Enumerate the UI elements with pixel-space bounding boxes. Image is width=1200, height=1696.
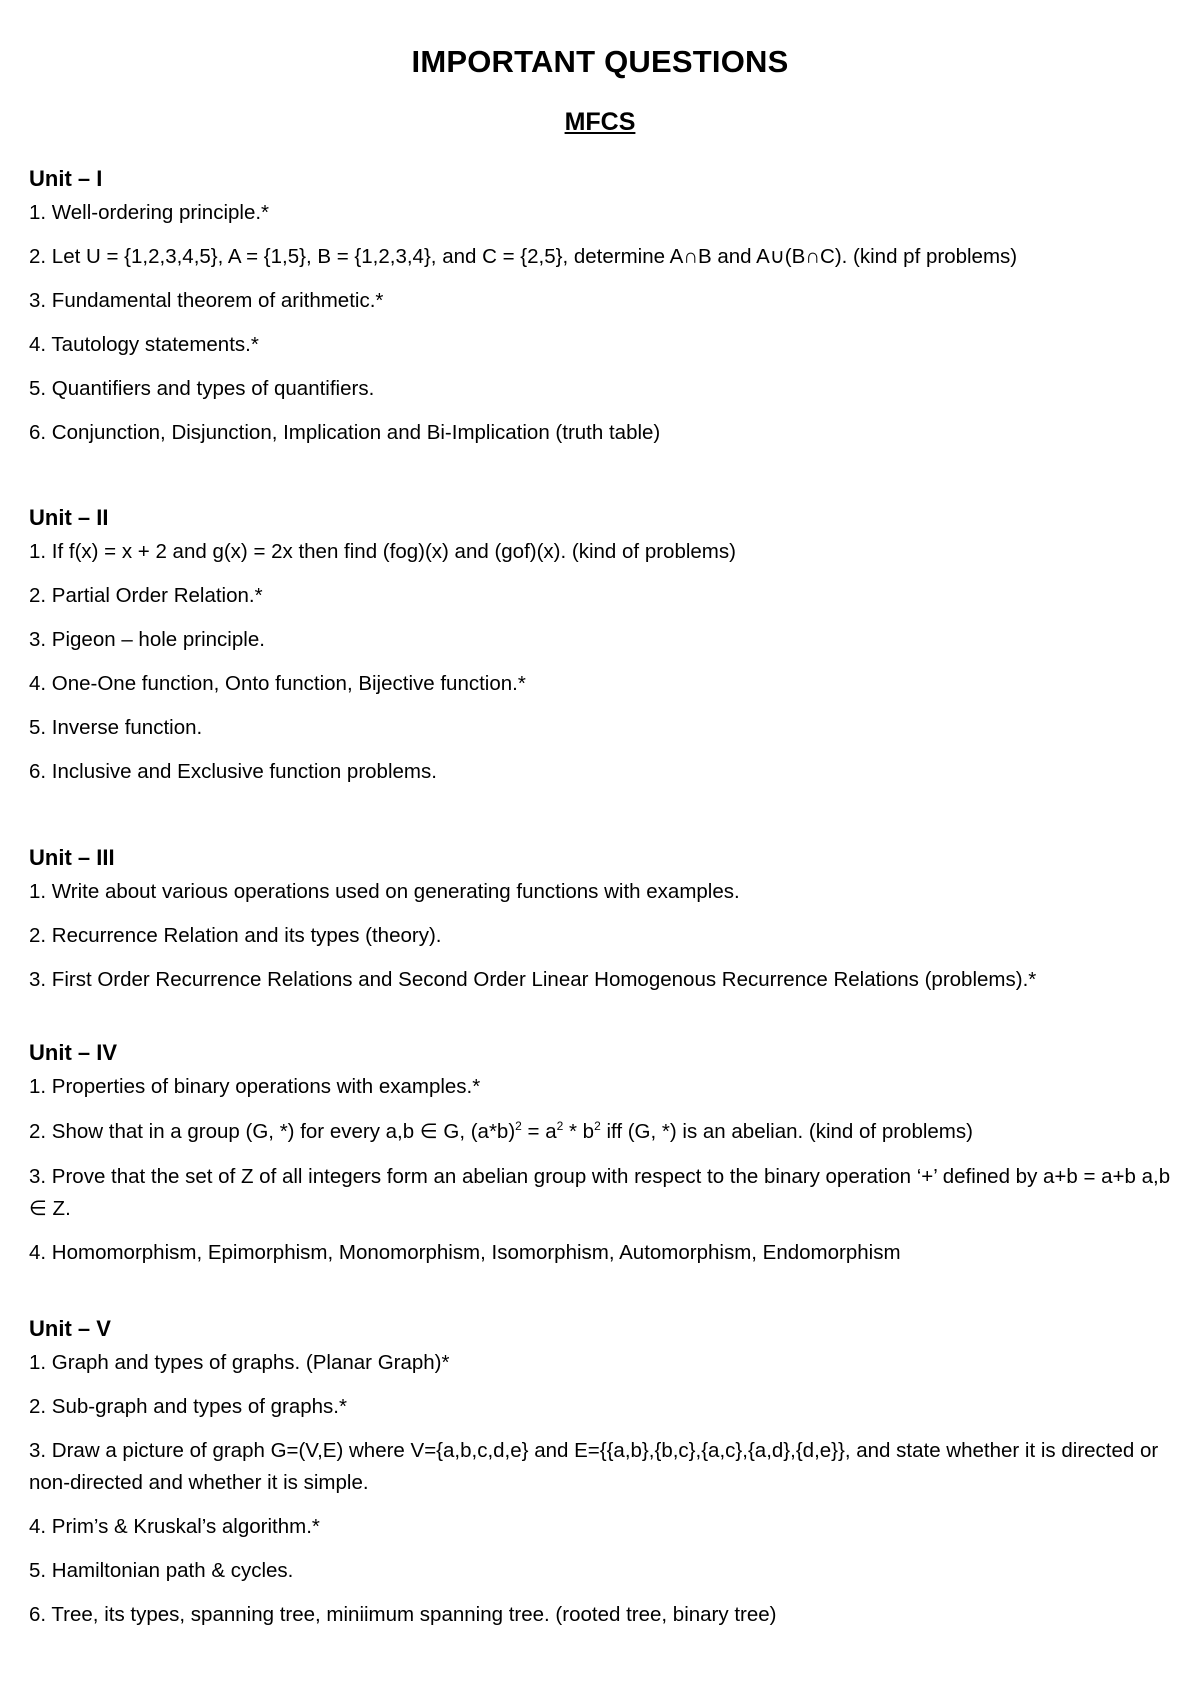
unit-1-heading: Unit – I: [29, 166, 103, 191]
unit-2-question-1: 1. If f(x) = x + 2 and g(x) = 2x then find (fog)(x) and (gof)(x). (kind of problems): [29, 540, 736, 563]
unit-2-question-2: 2. Partial Order Relation.*: [29, 584, 263, 607]
unit-1-question-1: 1. Well-ordering principle.*: [29, 201, 270, 224]
unit-4-heading: Unit – IV: [29, 1040, 118, 1065]
unit-5-heading: Unit – V: [29, 1316, 111, 1341]
unit-1-question-3: 3. Fundamental theorem of arithmetic.*: [29, 289, 384, 312]
unit-1-question-2: 2. Let U = {1,2,3,4,5}, A = {1,5}, B = {1,2,3,4}, and C = {2,5}, determine A∩B and A∪(B∩C). (kind pf problems): [29, 245, 1018, 268]
subject-title: MFCS: [564, 108, 636, 136]
unit-1-question-4: 4. Tautology statements.*: [29, 333, 259, 356]
unit-2-question-5: 5. Inverse function.: [29, 716, 203, 739]
unit-2-heading: Unit – II: [29, 505, 109, 530]
unit-3-question-1: 1. Write about various operations used on generating functions with examples.: [29, 880, 740, 903]
unit-2-question-3: 3. Pigeon – hole principle.: [29, 628, 265, 651]
page-title: IMPORTANT QUESTIONS: [411, 44, 789, 79]
unit-4-question-1: 1. Properties of binary operations with examples.*: [29, 1075, 481, 1098]
unit-4-question-3: 3. Prove that the set of Z of all integers form an abelian group with respect to the binary operation ‘+’ defined by a+b = a+b a,b ∈ Z.: [29, 1165, 1171, 1220]
unit-3-question-3: 3. First Order Recurrence Relations and Second Order Linear Homogenous Recurrence Relations (problems).*: [29, 968, 1037, 991]
unit-2-question-4: 4. One-One function, Onto function, Bijective function.*: [29, 672, 526, 695]
unit-5-question-6: 6. Tree, its types, spanning tree, miniimum spanning tree. (rooted tree, binary tree): [29, 1603, 777, 1626]
unit-3-question-2: 2. Recurrence Relation and its types (theory).: [29, 924, 442, 947]
unit-5-question-1: 1. Graph and types of graphs. (Planar Graph)*: [29, 1351, 450, 1374]
unit-1-question-5: 5. Quantifiers and types of quantifiers.: [29, 377, 375, 400]
unit-2-question-6: 6. Inclusive and Exclusive function problems.: [29, 760, 437, 783]
unit-4-question-4: 4. Homomorphism, Epimorphism, Monomorphism, Isomorphism, Automorphism, Endomorphism: [29, 1241, 901, 1264]
unit-5-question-5: 5. Hamiltonian path & cycles.: [29, 1559, 294, 1582]
unit-1-question-6: 6. Conjunction, Disjunction, Implication and Bi-Implication (truth table): [29, 421, 661, 444]
unit-4-question-2: 2. Show that in a group (G, *) for every a,b ∈ G, $(a*b)^2 = a^2 * b^2$ iff (G, *) is an abelian. (kind of problems): [29, 1119, 973, 1143]
unit-5-question-4: 4. Prim’s & Kruskal’s algorithm.*: [29, 1515, 320, 1538]
unit-5-question-2: 2. Sub-graph and types of graphs.*: [29, 1395, 347, 1418]
unit-5-question-3: 3. Draw a picture of graph G=(V,E) where V={a,b,c,d,e} and E={{a,b},{b,c},{a,c},{a,d},{d,e}}, and state whether it is directed or non-directed and whether it is simple.: [29, 1439, 1159, 1494]
unit-3-heading: Unit – III: [29, 845, 115, 870]
